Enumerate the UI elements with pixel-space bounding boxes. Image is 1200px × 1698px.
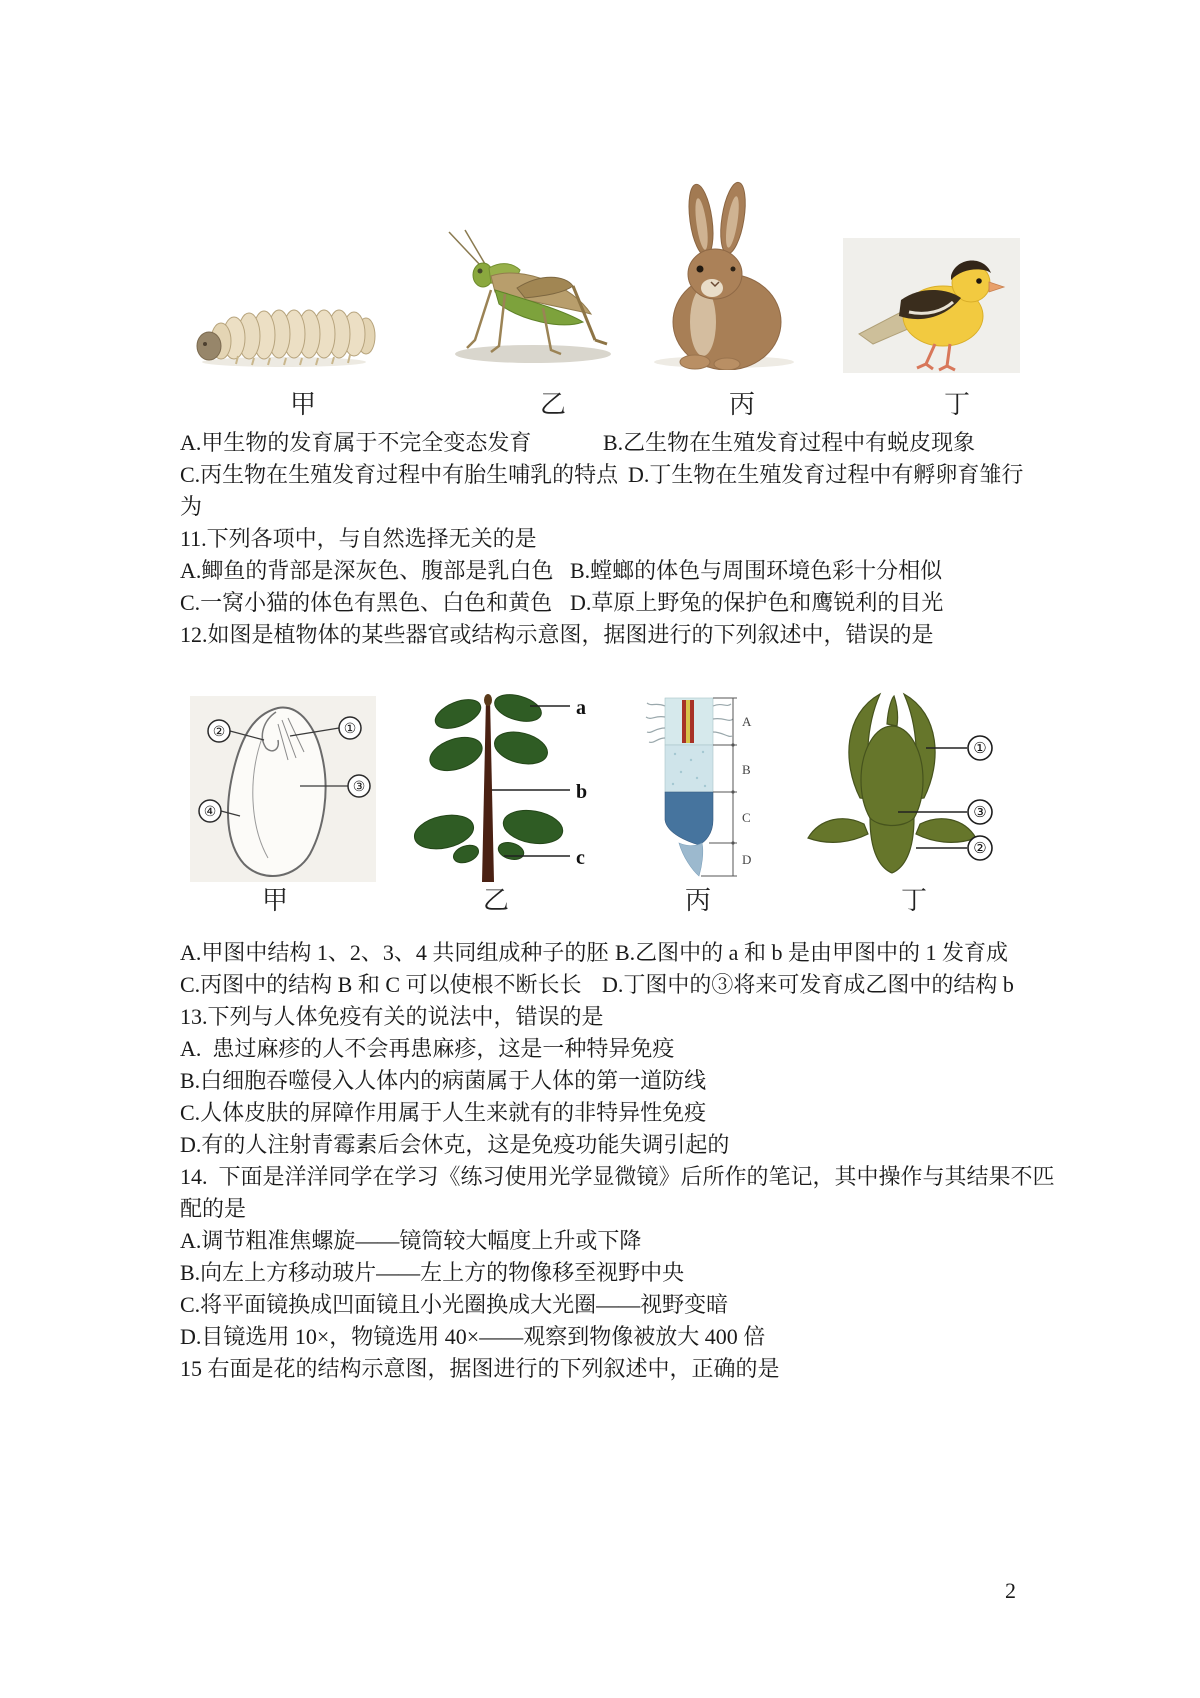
q12-option-c: C.丙图中的结构 B 和 C 可以使根不断长长: [180, 972, 582, 997]
q13-option-a: A. 患过麻疹的人不会再患麻疹，这是一种特异免疫: [180, 1036, 675, 1061]
caterpillar-illustration: [188, 294, 380, 370]
page-number: 2: [1005, 1578, 1016, 1603]
q12-option-a: A.甲图中结构 1、2、3、4 共同组成种子的胚: [180, 940, 609, 965]
grasshopper-illustration: [421, 228, 617, 368]
bud-callout-1: ①: [973, 741, 987, 757]
q14-option-d: D.目镜选用 10×，物镜选用 40×——观察到物像被放大 400 倍: [180, 1324, 766, 1349]
figure-rabbit: [629, 180, 813, 370]
q14-option-c: C.将平面镜换成凹面镜且小光圈换成大光圈——视野变暗: [180, 1292, 729, 1317]
seed-callout-4: ④: [203, 805, 217, 820]
q12-figure-label-1: 甲: [262, 886, 289, 915]
q12-figure-label-3: 丙: [685, 886, 712, 915]
root-zone-d: D: [742, 852, 752, 867]
figure-bird: [843, 238, 1020, 373]
seed-callout-1: ①: [343, 722, 357, 737]
twig-callout-c: c: [576, 847, 585, 869]
q11-stem: 11.下列各项中，与自然选择无关的是: [180, 526, 537, 551]
q10-option-b: B.乙生物在生殖发育过程中有蜕皮现象: [603, 430, 976, 455]
figure-root-tip: [645, 694, 760, 880]
figure-bud: [800, 686, 1000, 878]
q11-option-a: A.鲫鱼的背部是深灰色、腹部是乳白色: [180, 558, 554, 583]
figure-twig: [400, 690, 590, 886]
q14-stem-line2: 配的是: [180, 1196, 247, 1221]
q12-figure-label-4: 丁: [901, 886, 928, 915]
q12-stem: 12.如图是植物体的某些器官或结构示意图，据图进行的下列叙述中，错误的是: [180, 622, 934, 647]
q10-figure-label-2: 乙: [540, 390, 567, 419]
q10-option-d: D.丁生物在生殖发育过程中有孵卵育雏行: [628, 462, 1024, 487]
q13-option-d: D.有的人注射青霉素后会休克，这是免疫功能失调引起的: [180, 1132, 730, 1157]
figure-grasshopper: [421, 228, 617, 368]
twig-diagram: [400, 690, 590, 886]
q14-stem-line1: 14. 下面是洋洋同学在学习《练习使用光学显微镜》后所作的笔记，其中操作与其结果不匹: [180, 1164, 1055, 1189]
figure-caterpillar: [188, 294, 380, 370]
q10-figure-label-4: 丁: [944, 390, 971, 419]
bird-illustration: [843, 238, 1020, 373]
q14-option-b: B.向左上方移动玻片——左上方的物像移至视野中央: [180, 1260, 685, 1285]
q10-figure-label-3: 丙: [729, 390, 756, 419]
root-zone-a: A: [742, 714, 752, 729]
rabbit-illustration: [629, 180, 813, 370]
seed-diagram: [190, 696, 376, 882]
root-zone-c: C: [742, 810, 751, 825]
q13-option-b: B.白细胞吞噬侵入人体内的病菌属于人体的第一道防线: [180, 1068, 707, 1093]
twig-callout-a: a: [576, 697, 586, 719]
q14-option-a: A.调节粗准焦螺旋——镜筒较大幅度上升或下降: [180, 1228, 642, 1253]
q11-option-d: D.草原上野兔的保护色和鹰锐利的目光: [570, 590, 944, 615]
q13-stem: 13.下列与人体免疫有关的说法中，错误的是: [180, 1004, 604, 1029]
bud-callout-3: ③: [973, 805, 987, 821]
q11-option-c: C.一窝小猫的体色有黑色、白色和黄色: [180, 590, 553, 615]
root-zone-b: B: [742, 762, 751, 777]
root-tip-diagram: [645, 694, 760, 880]
seed-callout-2: ②: [212, 725, 226, 740]
q10-option-d-wrap: 为: [180, 494, 203, 519]
figure-seed: [190, 696, 376, 882]
q11-option-b: B.螳螂的体色与周围环境色彩十分相似: [570, 558, 943, 583]
twig-callout-b: b: [576, 781, 588, 803]
q15-stem: 15 右面是花的结构示意图，据图进行的下列叙述中，正确的是: [180, 1356, 780, 1381]
q10-option-c: C.丙生物在生殖发育过程中有胎生哺乳的特点: [180, 462, 619, 487]
q13-option-c: C.人体皮肤的屏障作用属于人生来就有的非特异性免疫: [180, 1100, 707, 1125]
q12-figure-label-2: 乙: [483, 886, 510, 915]
q12-option-b: B.乙图中的 a 和 b 是由甲图中的 1 发育成: [615, 940, 1008, 965]
bud-diagram: [800, 686, 1000, 878]
seed-callout-3: ③: [352, 780, 366, 795]
q10-figure-label-1: 甲: [290, 390, 317, 419]
bud-callout-2: ②: [973, 841, 987, 857]
q10-option-a: A.甲生物的发育属于不完全变态发育: [180, 430, 532, 455]
q12-option-d: D.丁图中的③将来可发育成乙图中的结构 b: [602, 972, 1014, 997]
